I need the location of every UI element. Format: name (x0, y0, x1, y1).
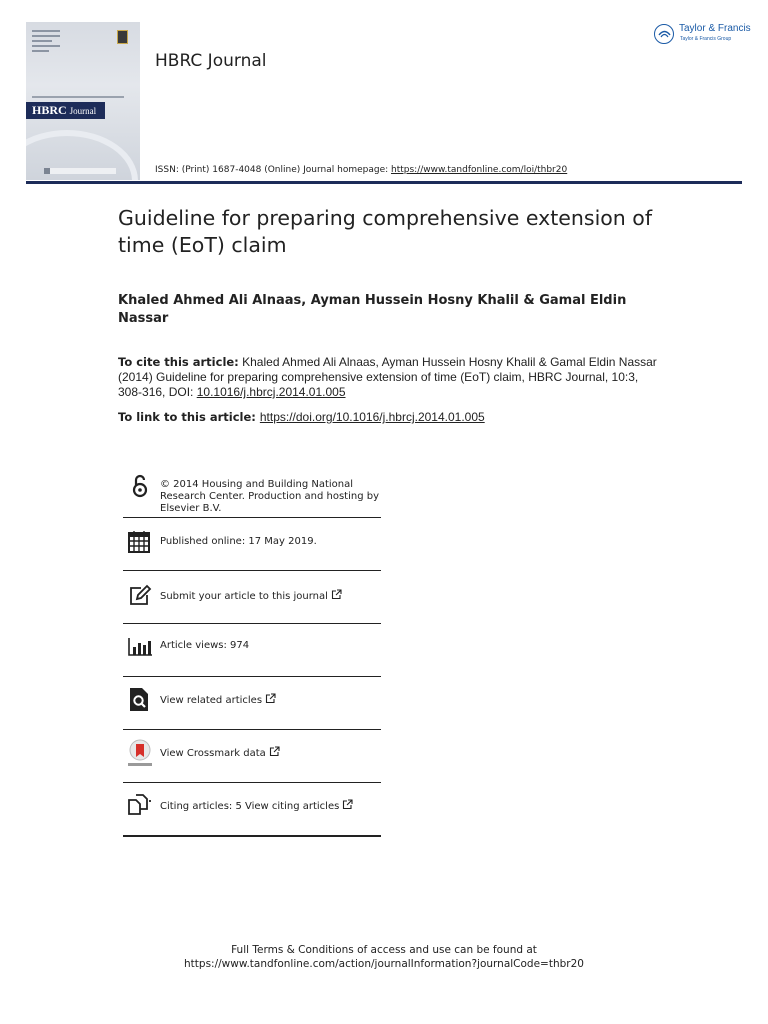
citation-block (118, 355, 658, 400)
cover-band-title: HBRC (32, 103, 67, 117)
citing-row[interactable] (123, 783, 381, 837)
crossmark-label: View Crossmark data (160, 748, 266, 759)
terms-url[interactable]: https://www.tandfonline.com/action/journalInformation?journalCode=thbr20 (184, 958, 584, 970)
views-text: Article views: 974 (160, 640, 250, 651)
external-link-icon (331, 589, 342, 600)
calendar-icon (127, 529, 153, 555)
cover-tag (44, 168, 116, 174)
related-label: View related articles (160, 695, 263, 706)
search-document-icon (127, 686, 153, 712)
article-link-block (118, 410, 658, 425)
related-row[interactable] (123, 677, 381, 730)
citation-text: Khaled Ahmed Ali Alnaas, Ayman Hussein Hosny Khalil & Gamal Eldin Nassar (2014) Guideline for preparing comprehensive extension of time (EoT) claim, HBRC Journal, 10:3, 308-316, DOI: (118, 355, 657, 399)
crossmark-link[interactable] (160, 746, 381, 760)
header-rule (26, 181, 742, 184)
doi-link[interactable]: 10.1016/j.hbrcj.2014.01.005 (196, 385, 346, 399)
external-link-icon (342, 799, 353, 810)
citation-label: To cite this article: (118, 355, 239, 369)
submit-label: Submit your article to this journal (160, 591, 328, 602)
issn-text: ISSN: (Print) 1687-4048 (Online) Journal homepage: (155, 165, 391, 175)
cover-title-band (26, 102, 105, 119)
article-authors: Khaled Ahmed Ali Alnaas, Ayman Hussein Hosny Khalil & Gamal Eldin Nassar (118, 293, 627, 326)
taylor-francis-logo-icon (654, 24, 674, 44)
citing-documents-icon (127, 792, 153, 818)
open-access-icon (127, 473, 153, 499)
submit-row[interactable] (123, 571, 381, 624)
crossmark-row[interactable] (123, 730, 381, 783)
article-title: Guideline for preparing comprehensive extension of time (EoT) claim (118, 206, 653, 257)
cover-band-subtitle: Journal (69, 106, 97, 116)
terms-text: Full Terms & Conditions of access and use can be found at (231, 944, 537, 956)
copyright-text: © 2014 Housing and Building National Research Center. Production and hosting by Elsevier B.V. (160, 479, 380, 514)
article-url-link[interactable]: https://doi.org/10.1016/j.hbrcj.2014.01.005 (259, 410, 485, 424)
cover-text-lines (32, 30, 60, 55)
views-row (123, 624, 381, 677)
journal-title: HBRC Journal (155, 51, 267, 71)
citing-label: Citing articles: 5 View citing articles (160, 801, 340, 812)
citing-link[interactable] (160, 799, 381, 813)
related-link[interactable] (160, 693, 381, 707)
cover-emblem (117, 30, 128, 44)
crossmark-icon (127, 739, 153, 765)
journal-homepage-link[interactable]: https://www.tandfonline.com/loi/thbr20 (391, 165, 568, 175)
external-link-icon (265, 693, 276, 704)
taylor-francis-logo-group: Taylor & Francis Group (680, 36, 732, 42)
cover-divider (32, 96, 124, 98)
submit-link[interactable] (160, 589, 381, 603)
article-info-panel (123, 469, 381, 837)
bar-chart-icon (127, 634, 153, 660)
issn-line (155, 165, 567, 175)
taylor-francis-logo[interactable] (654, 22, 751, 48)
edit-icon (127, 583, 153, 609)
link-label: To link to this article: (118, 410, 260, 424)
external-link-icon (269, 746, 280, 757)
terms-footer (0, 943, 768, 971)
published-row (123, 518, 381, 571)
taylor-francis-logo-name: Taylor & Francis (679, 23, 751, 34)
published-text: Published online: 17 May 2019. (160, 536, 317, 547)
copyright-row (123, 469, 381, 518)
journal-cover-thumbnail (26, 22, 140, 180)
